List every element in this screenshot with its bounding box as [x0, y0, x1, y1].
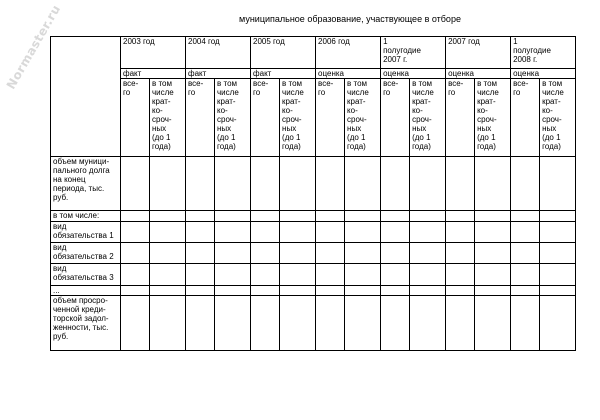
table-row [51, 211, 576, 221]
table-row [51, 157, 576, 211]
data-cell [540, 157, 576, 211]
data-cell [410, 264, 446, 285]
data-cell [316, 285, 345, 295]
data-cell [345, 242, 381, 263]
data-cell [475, 295, 511, 350]
data-cell [410, 242, 446, 263]
period-header-2004: 2004 год [186, 37, 251, 69]
data-cell [345, 264, 381, 285]
subheader-short-term: в том числе крат- ко- сроч- ных (до 1 года) [410, 78, 446, 157]
subheader-total: все- го [316, 78, 345, 157]
data-cell [280, 221, 316, 242]
period-header-h1-2007: 1 полугодие 2007 г. [381, 37, 446, 69]
data-cell [446, 211, 475, 221]
data-cell [121, 285, 150, 295]
data-cell [186, 295, 215, 350]
data-cell [511, 211, 540, 221]
data-cell [410, 211, 446, 221]
subheader-total: все- го [121, 78, 150, 157]
table-row [51, 264, 576, 285]
data-cell [345, 285, 381, 295]
data-cell [150, 242, 186, 263]
data-cell [345, 295, 381, 350]
data-cell [446, 295, 475, 350]
data-cell [316, 242, 345, 263]
data-type-2004: факт [186, 68, 251, 78]
data-cell [475, 264, 511, 285]
data-cell [251, 285, 280, 295]
data-cell [186, 285, 215, 295]
data-cell [186, 211, 215, 221]
table-row [51, 242, 576, 263]
data-cell [121, 211, 150, 221]
data-cell [215, 157, 251, 211]
data-cell [316, 264, 345, 285]
data-cell [215, 211, 251, 221]
row-label-obligation-3: вид обязательства 3 [51, 264, 121, 285]
data-cell [381, 295, 410, 350]
data-cell [280, 242, 316, 263]
period-header-2006: 2006 год [316, 37, 381, 69]
subheader-short-term: в том числе крат- ко- сроч- ных (до 1 года) [540, 78, 576, 157]
data-cell [446, 285, 475, 295]
subheader-total: все- го [511, 78, 540, 157]
table-row [51, 221, 576, 242]
data-cell [381, 285, 410, 295]
data-cell [150, 295, 186, 350]
data-cell [511, 285, 540, 295]
row-label-including: в том числе: [51, 211, 121, 221]
page-title: муниципальное образование, участвующее в отборе [239, 14, 461, 24]
subheader-total: все- го [186, 78, 215, 157]
period-header-2005: 2005 год [251, 37, 316, 69]
subheader-total: все- го [446, 78, 475, 157]
data-cell [475, 157, 511, 211]
data-cell [540, 295, 576, 350]
data-cell [316, 295, 345, 350]
data-cell [280, 211, 316, 221]
subheader-total: все- го [381, 78, 410, 157]
data-type-h1-2007: оценка [381, 68, 446, 78]
data-cell [251, 221, 280, 242]
data-cell [186, 242, 215, 263]
data-cell [410, 285, 446, 295]
data-cell [186, 157, 215, 211]
data-cell [381, 211, 410, 221]
header-row-data-type [51, 68, 576, 78]
data-cell [316, 221, 345, 242]
data-cell [251, 211, 280, 221]
data-cell [121, 221, 150, 242]
subheader-total: все- го [251, 78, 280, 157]
data-cell [251, 264, 280, 285]
data-type-h1-2008: оценка [511, 68, 576, 78]
data-cell [121, 157, 150, 211]
subheader-short-term: в том числе крат- ко- сроч- ных (до 1 года) [475, 78, 511, 157]
data-cell [280, 157, 316, 211]
data-cell [511, 295, 540, 350]
data-cell [150, 221, 186, 242]
data-cell [251, 157, 280, 211]
data-type-2006: оценка [316, 68, 381, 78]
data-cell [475, 221, 511, 242]
period-header-2007: 2007 год [446, 37, 511, 69]
data-cell [150, 211, 186, 221]
data-cell [540, 211, 576, 221]
data-cell [345, 157, 381, 211]
row-label-obligation-2: вид обязательства 2 [51, 242, 121, 263]
data-cell [381, 157, 410, 211]
row-label-ellipsis: ... [51, 285, 121, 295]
data-cell [381, 242, 410, 263]
subheader-short-term: в том числе крат- ко- сроч- ных (до 1 года) [345, 78, 381, 157]
data-cell [215, 295, 251, 350]
period-header-2003: 2003 год [121, 37, 186, 69]
data-cell [446, 242, 475, 263]
data-cell [540, 242, 576, 263]
data-cell [215, 285, 251, 295]
data-type-2005: факт [251, 68, 316, 78]
data-cell [475, 211, 511, 221]
row-label-obligation-1: вид обязательства 1 [51, 221, 121, 242]
data-cell [410, 157, 446, 211]
data-cell [540, 264, 576, 285]
subheader-short-term: в том числе крат- ко- сроч- ных (до 1 года) [150, 78, 186, 157]
data-cell [186, 264, 215, 285]
data-cell [475, 242, 511, 263]
data-cell [511, 221, 540, 242]
period-header-h1-2008: 1 полугодие 2008 г. [511, 37, 576, 69]
data-cell [150, 264, 186, 285]
header-corner-cell [51, 37, 121, 157]
data-cell [511, 242, 540, 263]
data-cell [511, 264, 540, 285]
table-row [51, 285, 576, 295]
data-type-2007: оценка [446, 68, 511, 78]
data-cell [121, 242, 150, 263]
data-cell [381, 264, 410, 285]
data-cell [540, 285, 576, 295]
data-cell [410, 221, 446, 242]
data-cell [280, 285, 316, 295]
data-cell [121, 264, 150, 285]
header-row-subcolumns [51, 78, 576, 157]
data-cell [345, 211, 381, 221]
data-cell [316, 211, 345, 221]
municipal-debt-table [50, 36, 576, 351]
data-cell [446, 264, 475, 285]
data-cell [215, 221, 251, 242]
data-type-2003: факт [121, 68, 186, 78]
data-cell [150, 285, 186, 295]
subheader-short-term: в том числе крат- ко- сроч- ных (до 1 года) [215, 78, 251, 157]
data-cell [280, 295, 316, 350]
data-cell [280, 264, 316, 285]
data-cell [540, 221, 576, 242]
data-cell [446, 157, 475, 211]
data-cell [186, 221, 215, 242]
data-cell [251, 295, 280, 350]
data-cell [410, 295, 446, 350]
data-cell [511, 157, 540, 211]
row-label-overdue-payables: объем просро- ченной креди- торской задол- женности, тыс. руб. [51, 295, 121, 350]
subheader-short-term: в том числе крат- ко- сроч- ных (до 1 года) [280, 78, 316, 157]
data-cell [345, 221, 381, 242]
row-label-debt-volume: объем муници- пального долга на конец периода, тыс. руб. [51, 157, 121, 211]
data-cell [251, 242, 280, 263]
data-cell [150, 157, 186, 211]
data-cell [446, 221, 475, 242]
data-cell [215, 242, 251, 263]
header-row-periods [51, 37, 576, 69]
data-cell [381, 221, 410, 242]
data-cell [475, 285, 511, 295]
table-row [51, 295, 576, 350]
data-cell [316, 157, 345, 211]
data-cell [121, 295, 150, 350]
data-cell [215, 264, 251, 285]
watermark: Normaster.ru [3, 2, 64, 92]
